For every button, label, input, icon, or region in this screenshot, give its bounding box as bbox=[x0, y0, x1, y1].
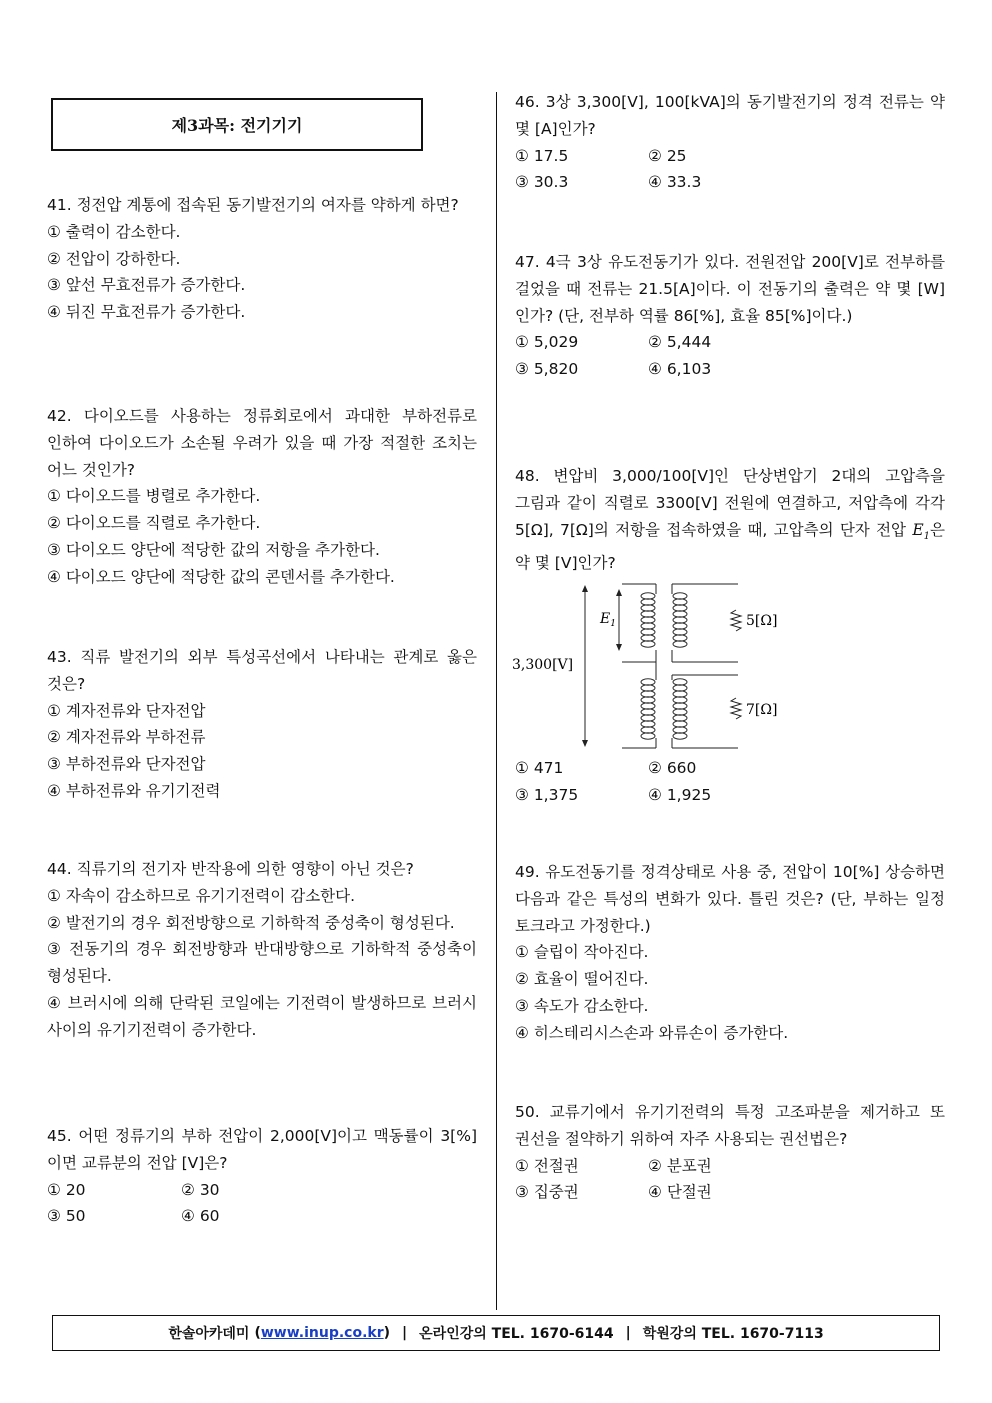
option-2: ② 다이오드를 직렬로 추가한다. bbox=[47, 514, 261, 533]
primary-coil-2 bbox=[641, 679, 655, 739]
question-stem: 50. 교류기에서 유기기전력의 특정 고조파분을 제거하고 또 권선을 절약하기 위하여 자주 사용되는 권선법은? bbox=[515, 1103, 945, 1148]
resistor-5-label: 5[Ω] bbox=[746, 613, 778, 630]
question-50 bbox=[515, 1099, 945, 1206]
question-stem: 42. 다이오드를 사용하는 정류회로에서 과대한 부하전류로 인하여 다이오드가 소손될 우려가 있을 때 가장 적절한 조치는 어느 것인가? bbox=[47, 407, 477, 479]
option-2: ② 660 bbox=[648, 759, 697, 778]
option-2: ② 전압이 강하한다. bbox=[47, 249, 181, 268]
option-1: ① 출력이 감소한다. bbox=[47, 222, 181, 241]
option-1: ① 5,029 bbox=[515, 333, 579, 352]
resistor-5-ohm bbox=[731, 610, 741, 631]
option-3: ③ 집중권 bbox=[515, 1183, 579, 1202]
question-47 bbox=[515, 249, 945, 383]
footer-bar bbox=[52, 1315, 940, 1351]
question-stem: 49. 유도전동기를 정격상태로 사용 중, 전압이 10[%] 상승하면 다음과 같은 특성의 변화가 있다. 틀린 것은? (단, 부하는 일정 토크라고 가정한다.) bbox=[515, 863, 945, 935]
option-1: ① 471 bbox=[515, 759, 564, 778]
option-4: ④ 다이오드 양단에 적당한 값의 콘덴서를 추가한다. bbox=[47, 567, 395, 586]
primary-coil-1 bbox=[641, 593, 655, 647]
option-4: ④ 1,925 bbox=[648, 786, 712, 805]
option-2: ② 발전기의 경우 회전방향으로 기하학적 중성축이 형성된다. bbox=[47, 913, 455, 932]
option-4: ④ 33.3 bbox=[648, 173, 702, 192]
options-grid bbox=[515, 143, 945, 197]
option-4: ④ 단절권 bbox=[648, 1183, 712, 1202]
question-48 bbox=[512, 463, 945, 809]
footer-online-phone: 온라인강의 TEL. 1670-6144 bbox=[419, 1326, 614, 1342]
stem-part-1: 48. 변압비 3,000/100[V]인 단상변압기 2대의 고압측을 그림과 같이 직렬로 3300[V] 전원에 연결하고, 저압측에 각각 5[Ω], 7[Ω]의 저항을 접속하였을 때, 고압측의 단자 전압 bbox=[515, 467, 945, 539]
options-grid bbox=[47, 1177, 477, 1231]
e1-arrow-head-bottom bbox=[616, 644, 622, 651]
question-stem: 43. 직류 발전기의 외부 특성곡선에서 나타내는 관계로 옳은 것은? bbox=[47, 648, 477, 693]
footer-brand: 한솔아카데미 bbox=[168, 1326, 250, 1342]
option-1: ① 전절권 bbox=[515, 1156, 579, 1175]
stem-part-2: 은 약 몇 [V]인가? bbox=[515, 520, 945, 573]
option-4: ④ 브러시에 의해 단락된 코일에는 기전력이 발생하므로 브러시 사이의 유기기전력이 증가한다. bbox=[47, 993, 477, 1039]
options-grid bbox=[515, 1153, 945, 1207]
option-1: ① 슬립이 작아진다. bbox=[515, 943, 649, 962]
question-43 bbox=[47, 644, 477, 805]
option-3: ③ 1,375 bbox=[515, 786, 579, 805]
footer-separator: | bbox=[402, 1325, 408, 1341]
option-3: ③ 전동기의 경우 회전방향과 반대방향으로 기하학적 중성축이 형성된다. bbox=[47, 940, 477, 986]
question-41 bbox=[47, 192, 477, 326]
option-1: ① 자속이 감소하므로 유기기전력이 감소한다. bbox=[47, 886, 356, 905]
option-3: ③ 30.3 bbox=[515, 173, 569, 192]
section-title: 제3과목: 전기기기 bbox=[51, 98, 423, 151]
column-divider bbox=[496, 92, 497, 1310]
option-2: ② 효율이 떨어진다. bbox=[515, 970, 649, 989]
resistor-7-ohm bbox=[731, 698, 741, 719]
question-stem: 45. 어떤 정류기의 부하 전압이 2,000[V]이고 맥동률이 3[%]이면 교류분의 전압 [V]은? bbox=[47, 1127, 477, 1172]
option-4: ④ 뒤진 무효전류가 증가한다. bbox=[47, 303, 246, 322]
options-grid bbox=[515, 755, 945, 809]
option-2: ② 25 bbox=[648, 146, 687, 165]
option-4: ④ 히스테리시스손과 와류손이 증가한다. bbox=[515, 1023, 789, 1042]
option-3: ③ 50 bbox=[47, 1207, 86, 1226]
question-45 bbox=[47, 1123, 477, 1230]
option-2: ② 분포권 bbox=[648, 1156, 712, 1175]
option-2: ② 5,444 bbox=[648, 333, 712, 352]
option-2: ② 30 bbox=[181, 1180, 220, 1199]
footer-open-paren: ( bbox=[254, 1325, 261, 1341]
resistor-7-label: 7[Ω] bbox=[746, 702, 778, 719]
e1-arrow-head-top bbox=[616, 589, 622, 596]
options-grid bbox=[515, 329, 945, 383]
option-1: ① 계자전류와 단자전압 bbox=[47, 701, 206, 720]
question-44 bbox=[47, 856, 477, 1044]
footer-close-paren: ) bbox=[383, 1325, 391, 1341]
option-4: ④ 부하전류와 유기기전력 bbox=[47, 781, 221, 800]
option-2: ② 계자전류와 부하전류 bbox=[47, 728, 206, 747]
option-3: ③ 5,820 bbox=[515, 360, 579, 379]
option-4: ④ 60 bbox=[181, 1207, 220, 1226]
question-stem: 46. 3상 3,300[V], 100[kVA]의 동기발전기의 정격 전류는 약 몇 [A]인가? bbox=[515, 93, 945, 138]
option-3: ③ 부하전류와 단자전압 bbox=[47, 755, 206, 774]
symbol-main: E bbox=[912, 520, 924, 539]
e1-label: $E_1$ bbox=[600, 611, 616, 630]
arrow-head-top bbox=[582, 585, 588, 592]
secondary-coil-2 bbox=[673, 679, 687, 739]
question-stem: 41. 정전압 계통에 접속된 동기발전기의 여자를 약하게 하면? bbox=[47, 196, 459, 214]
question-42 bbox=[47, 403, 477, 591]
option-4: ④ 6,103 bbox=[648, 360, 712, 379]
footer-url-link[interactable]: www.inup.co.kr bbox=[260, 1325, 384, 1341]
question-stem: 47. 4극 3상 유도전동기가 있다. 전원전압 200[V]로 전부하를 걸었을 때 전류는 21.5[A]이다. 이 전동기의 출력은 약 몇 [W]인가? (단, 전부하 역률 86[%], 효율 85[%]이다.) bbox=[515, 253, 945, 325]
footer-separator: | bbox=[625, 1325, 631, 1341]
secondary-coil-1 bbox=[673, 593, 687, 647]
option-1: ① 다이오드를 병렬로 추가한다. bbox=[47, 487, 261, 506]
arrow-head-bottom bbox=[582, 740, 588, 747]
question-stem bbox=[515, 463, 945, 577]
option-1: ① 17.5 bbox=[515, 146, 569, 165]
symbol-sub: 1 bbox=[923, 530, 931, 542]
footer-academy-phone: 학원강의 TEL. 1670-7113 bbox=[642, 1326, 824, 1342]
option-3: ③ 앞선 무효전류가 증가한다. bbox=[47, 276, 246, 295]
symbol-e1 bbox=[912, 520, 931, 542]
transformer-circuit-diagram bbox=[512, 580, 812, 752]
option-3: ③ 속도가 감소한다. bbox=[515, 996, 649, 1015]
question-46 bbox=[515, 89, 945, 196]
question-49 bbox=[515, 859, 945, 1047]
question-stem: 44. 직류기의 전기자 반작용에 의한 영향이 아닌 것은? bbox=[47, 860, 414, 878]
option-1: ① 20 bbox=[47, 1180, 86, 1199]
option-3: ③ 다이오드 양단에 적당한 값의 저항을 추가한다. bbox=[47, 540, 380, 559]
source-voltage-label: 3,300[V] bbox=[512, 657, 574, 674]
